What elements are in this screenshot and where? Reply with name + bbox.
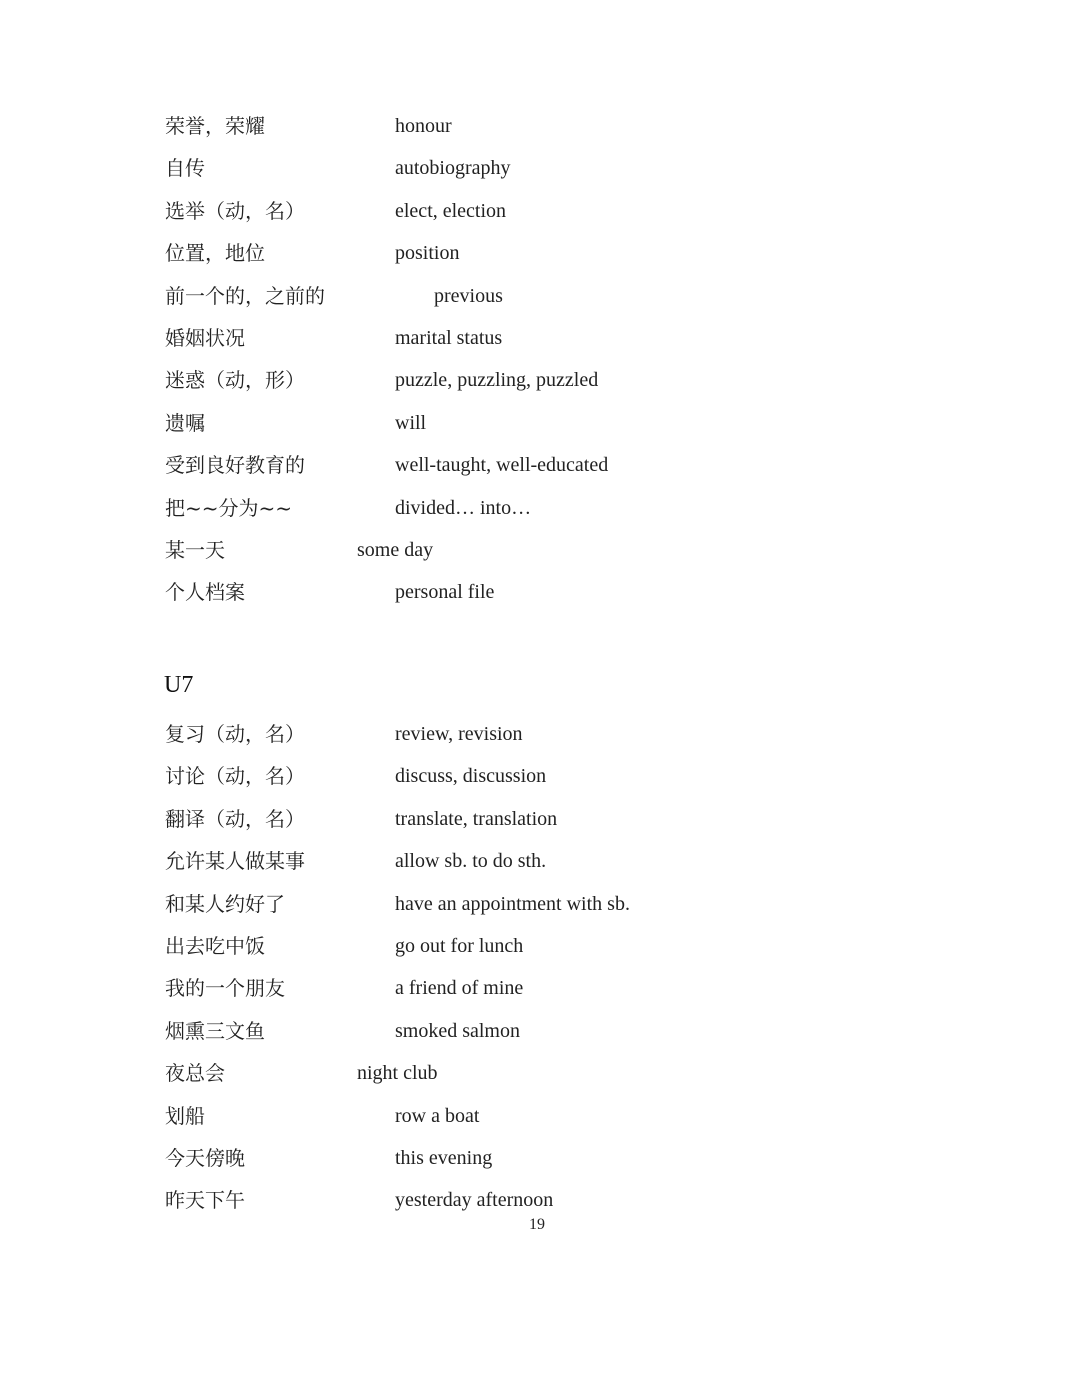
vocab-chinese: 前一个的，之前的: [165, 283, 325, 308]
vocab-english: allow sb. to do sth.: [395, 850, 547, 873]
vocab-english: smoked salmon: [395, 1019, 520, 1042]
vocab-chinese: 婚姻状况: [165, 325, 245, 350]
unit-heading: U7: [164, 672, 194, 698]
vocab-chinese: 个人档案: [165, 580, 245, 605]
vocab-english: this evening: [395, 1146, 493, 1169]
vocab-english: have an appointment with sb.: [395, 892, 630, 915]
vocab-row: [0, 317, 1080, 359]
vocab-chinese: 迷惑（动，形）: [165, 368, 305, 393]
vocab-chinese: 我的一个朋友: [165, 976, 285, 1001]
vocab-row: [0, 402, 1080, 444]
vocab-chinese: 选举（动，名）: [165, 198, 305, 223]
vocab-chinese: 遗嘱: [165, 410, 205, 435]
vocab-chinese: 位置，地位: [165, 241, 265, 266]
vocab-english: well-taught, well-educated: [395, 454, 609, 477]
vocab-english: translate, translation: [395, 807, 558, 830]
vocab-english: discuss, discussion: [395, 765, 547, 788]
vocab-english: some day: [357, 538, 434, 561]
vocab-english: honour: [395, 115, 452, 137]
vocab-english: position: [395, 242, 460, 265]
vocab-chinese: 允许某人做某事: [165, 849, 305, 874]
vocab-row: [0, 529, 1080, 571]
vocab-row: [0, 147, 1080, 189]
vocab-row: [0, 571, 1080, 613]
vocab-english: go out for lunch: [395, 934, 524, 957]
vocab-chinese: 讨论（动，名）: [165, 764, 305, 789]
vocab-row: [0, 1137, 1080, 1179]
vocab-chinese: 荣誉，荣耀: [165, 114, 265, 138]
vocab-chinese: 今天傍晚: [165, 1145, 245, 1170]
vocab-row: [0, 487, 1080, 529]
vocab-chinese: 烟熏三文鱼: [165, 1018, 265, 1043]
vocab-english: personal file: [395, 581, 495, 604]
vocab-chinese: 把~~分为~~: [165, 495, 293, 520]
vocab-chinese: 昨天下午: [165, 1188, 245, 1213]
vocab-chinese: 出去吃中饭: [165, 933, 265, 958]
vocab-row: [0, 713, 1080, 755]
vocab-row: [0, 798, 1080, 840]
vocab-chinese: 和某人约好了: [165, 891, 285, 916]
vocab-row: [0, 1095, 1080, 1137]
vocab-english: yesterday afternoon: [395, 1189, 554, 1212]
vocab-row: [0, 232, 1080, 274]
vocab-english: a friend of mine: [395, 977, 524, 1000]
vocab-english: previous: [434, 284, 503, 307]
vocab-chinese: 夜总会: [165, 1061, 225, 1086]
vocab-row: [0, 925, 1080, 967]
vocab-row: [0, 359, 1080, 401]
vocab-row: [0, 1052, 1080, 1094]
vocab-row: [0, 755, 1080, 797]
vocab-row: [0, 105, 1080, 147]
vocab-english: marital status: [395, 326, 503, 349]
vocab-row: [0, 1010, 1080, 1052]
vocab-chinese: 某一天: [165, 537, 225, 562]
vocab-row: [0, 840, 1080, 882]
vocab-row: [0, 190, 1080, 232]
vocab-chinese: 自传: [165, 156, 205, 181]
vocab-row: [0, 275, 1080, 317]
vocab-row: [0, 444, 1080, 486]
vocab-chinese: 翻译（动，名）: [165, 806, 305, 831]
vocab-chinese: 划船: [165, 1103, 205, 1128]
vocab-row: [0, 967, 1080, 1009]
vocab-english: elect, election: [395, 199, 507, 222]
vocab-english: autobiography: [395, 157, 511, 180]
vocab-row: [0, 883, 1080, 925]
vocab-chinese: 受到良好教育的: [165, 453, 305, 478]
vocabulary-list-u7: [0, 713, 1080, 1222]
vocab-english: will: [395, 411, 427, 434]
vocab-english: divided… into…: [395, 496, 532, 519]
page-number: 19: [529, 1216, 545, 1233]
vocabulary-list-previous-unit: [0, 105, 1080, 614]
vocab-english: puzzle, puzzling, puzzled: [395, 369, 599, 392]
vocab-english: night club: [357, 1062, 438, 1085]
vocab-english: row a boat: [395, 1104, 480, 1127]
vocab-chinese: 复习（动，名）: [165, 722, 305, 746]
vocab-english: review, revision: [395, 723, 523, 745]
